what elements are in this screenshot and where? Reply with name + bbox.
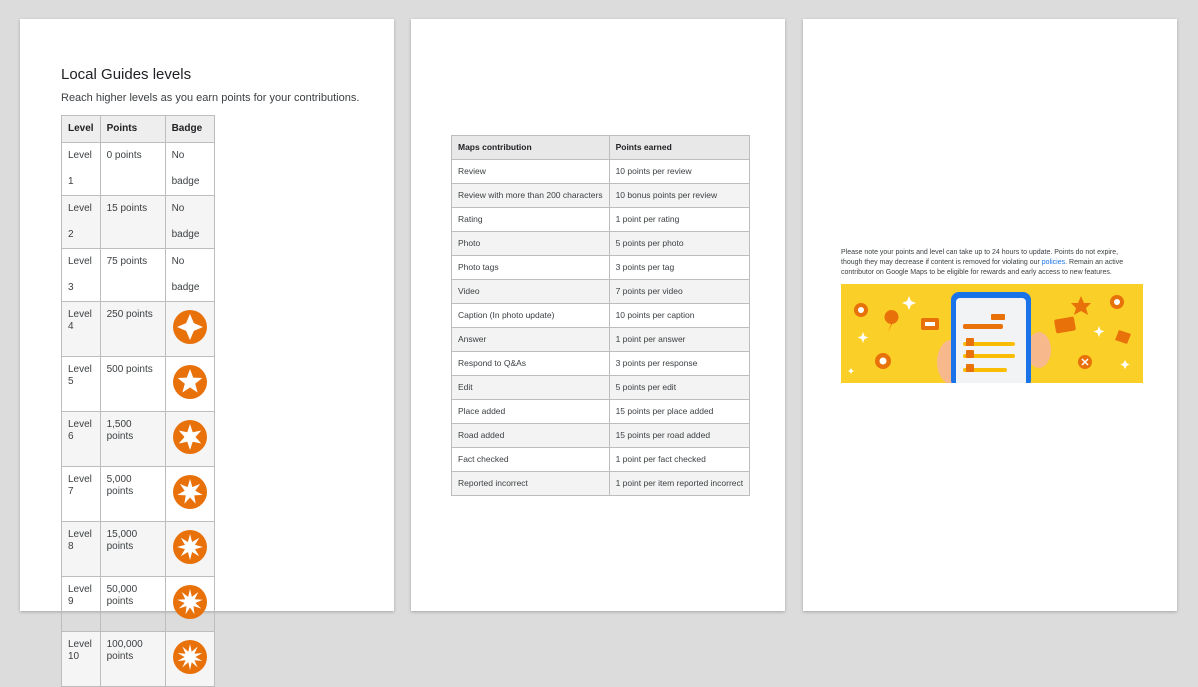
badge-cell: No badge <box>165 196 214 249</box>
contribution-cell: Place added <box>452 400 610 424</box>
header-badge: Badge <box>165 116 214 143</box>
header-points: Points <box>100 116 165 143</box>
contribution-row <box>452 160 750 184</box>
badge-cell <box>165 467 214 522</box>
contribution-row <box>452 328 750 352</box>
level-cell: Level 1 <box>62 143 101 196</box>
badge-cell <box>165 357 214 412</box>
contribution-row <box>452 256 750 280</box>
star-6-point-icon <box>172 419 208 455</box>
points-cell: 100,000 points <box>100 632 165 687</box>
badge-cell: No badge <box>165 143 214 196</box>
star-7-point-icon <box>172 474 208 510</box>
points-cell: 50,000 points <box>100 577 165 632</box>
contribution-cell: Edit <box>452 376 610 400</box>
contribution-cell: Fact checked <box>452 448 610 472</box>
contribution-cell: Road added <box>452 424 610 448</box>
points-earned-cell: 15 points per road added <box>609 424 750 448</box>
points-cell: 250 points <box>100 302 165 357</box>
level-row <box>62 577 215 632</box>
badge-cell <box>165 632 214 687</box>
header-points-earned: Points earned <box>609 136 750 160</box>
points-earned-cell: 7 points per video <box>609 280 750 304</box>
points-cell: 5,000 points <box>100 467 165 522</box>
points-earned-cell: 5 points per edit <box>609 376 750 400</box>
star-8-point-icon <box>172 529 208 565</box>
contribution-row <box>452 352 750 376</box>
star-5-point-icon <box>172 364 208 400</box>
badge-cell <box>165 577 214 632</box>
contribution-cell: Rating <box>452 208 610 232</box>
contribution-row <box>452 208 750 232</box>
level-row <box>62 632 215 687</box>
star-10-point-icon <box>172 639 208 675</box>
points-earned-cell: 1 point per fact checked <box>609 448 750 472</box>
level-cell: Level 2 <box>62 196 101 249</box>
level-row <box>62 467 215 522</box>
page-title: Local Guides levels <box>61 66 192 83</box>
document-page-2 <box>411 19 785 611</box>
points-earned-cell: 3 points per response <box>609 352 750 376</box>
contribution-cell: Photo <box>452 232 610 256</box>
contribution-row <box>452 472 750 496</box>
points-earned-cell: 5 points per photo <box>609 232 750 256</box>
contribution-cell: Respond to Q&As <box>452 352 610 376</box>
points-earned-cell: 10 points per caption <box>609 304 750 328</box>
phone-with-badges-illustration-icon <box>841 284 1143 383</box>
points-cell: 15 points <box>100 196 165 249</box>
level-cell: Level 9 <box>62 577 101 632</box>
contribution-cell: Caption (In photo update) <box>452 304 610 328</box>
contribution-cell: Video <box>452 280 610 304</box>
contributions-header-row <box>452 136 750 160</box>
star-9-point-icon <box>172 584 208 620</box>
star-4-point-icon <box>172 309 208 345</box>
points-cell: 0 points <box>100 143 165 196</box>
level-row <box>62 196 215 249</box>
level-cell: Level 6 <box>62 412 101 467</box>
level-row <box>62 302 215 357</box>
contribution-row <box>452 448 750 472</box>
contribution-row <box>452 376 750 400</box>
level-row <box>62 357 215 412</box>
badge-cell <box>165 302 214 357</box>
policies-link[interactable]: policies <box>1041 259 1066 266</box>
contribution-row <box>452 232 750 256</box>
points-earned-cell: 15 points per place added <box>609 400 750 424</box>
level-cell: Level 4 <box>62 302 101 357</box>
contribution-cell: Photo tags <box>452 256 610 280</box>
levels-header-row <box>62 116 215 143</box>
document-page-1 <box>20 19 394 662</box>
level-cell: Level 8 <box>62 522 101 577</box>
badge-cell <box>165 522 214 577</box>
contribution-cell: Review <box>452 160 610 184</box>
contribution-cell: Review with more than 200 characters <box>452 184 610 208</box>
badge-cell <box>165 412 214 467</box>
badge-cell: No badge <box>165 249 214 302</box>
contribution-row <box>452 424 750 448</box>
contribution-row <box>452 304 750 328</box>
page-subtitle: Reach higher levels as you earn points for your contributions. <box>61 92 360 104</box>
contribution-row <box>452 400 750 424</box>
level-cell: Level 5 <box>62 357 101 412</box>
points-cell: 1,500 points <box>100 412 165 467</box>
note-text-end: . Remain an active contributor on Google Maps to be eligible for rewards and early access to new features. <box>841 259 1124 276</box>
document-page-3 <box>803 19 1177 611</box>
header-level: Level <box>62 116 101 143</box>
contribution-row <box>452 280 750 304</box>
level-cell: Level 10 <box>62 632 101 687</box>
level-row <box>62 412 215 467</box>
points-earned-cell: 10 points per review <box>609 160 750 184</box>
points-earned-cell: 1 point per item reported incorrect <box>609 472 750 496</box>
contribution-row <box>452 184 750 208</box>
contribution-cell: Reported incorrect <box>452 472 610 496</box>
level-row <box>62 249 215 302</box>
level-cell: Level 3 <box>62 249 101 302</box>
points-cell: 15,000 points <box>100 522 165 577</box>
points-cell: 75 points <box>100 249 165 302</box>
note-text-start: Please note your points and level can take up to 24 hours to update. Points do not expire, though they may decrease if content is removed for violating our <box>841 249 1119 266</box>
points-cell: 500 points <box>100 357 165 412</box>
levels-table <box>61 115 215 687</box>
contribution-cell: Answer <box>452 328 610 352</box>
level-row <box>62 522 215 577</box>
points-earned-cell: 10 bonus points per review <box>609 184 750 208</box>
header-maps-contribution: Maps contribution <box>452 136 610 160</box>
points-note <box>841 248 1141 278</box>
level-row <box>62 143 215 196</box>
level-cell: Level 7 <box>62 467 101 522</box>
contributions-table <box>451 135 750 496</box>
points-earned-cell: 1 point per rating <box>609 208 750 232</box>
points-earned-cell: 3 points per tag <box>609 256 750 280</box>
points-earned-cell: 1 point per answer <box>609 328 750 352</box>
